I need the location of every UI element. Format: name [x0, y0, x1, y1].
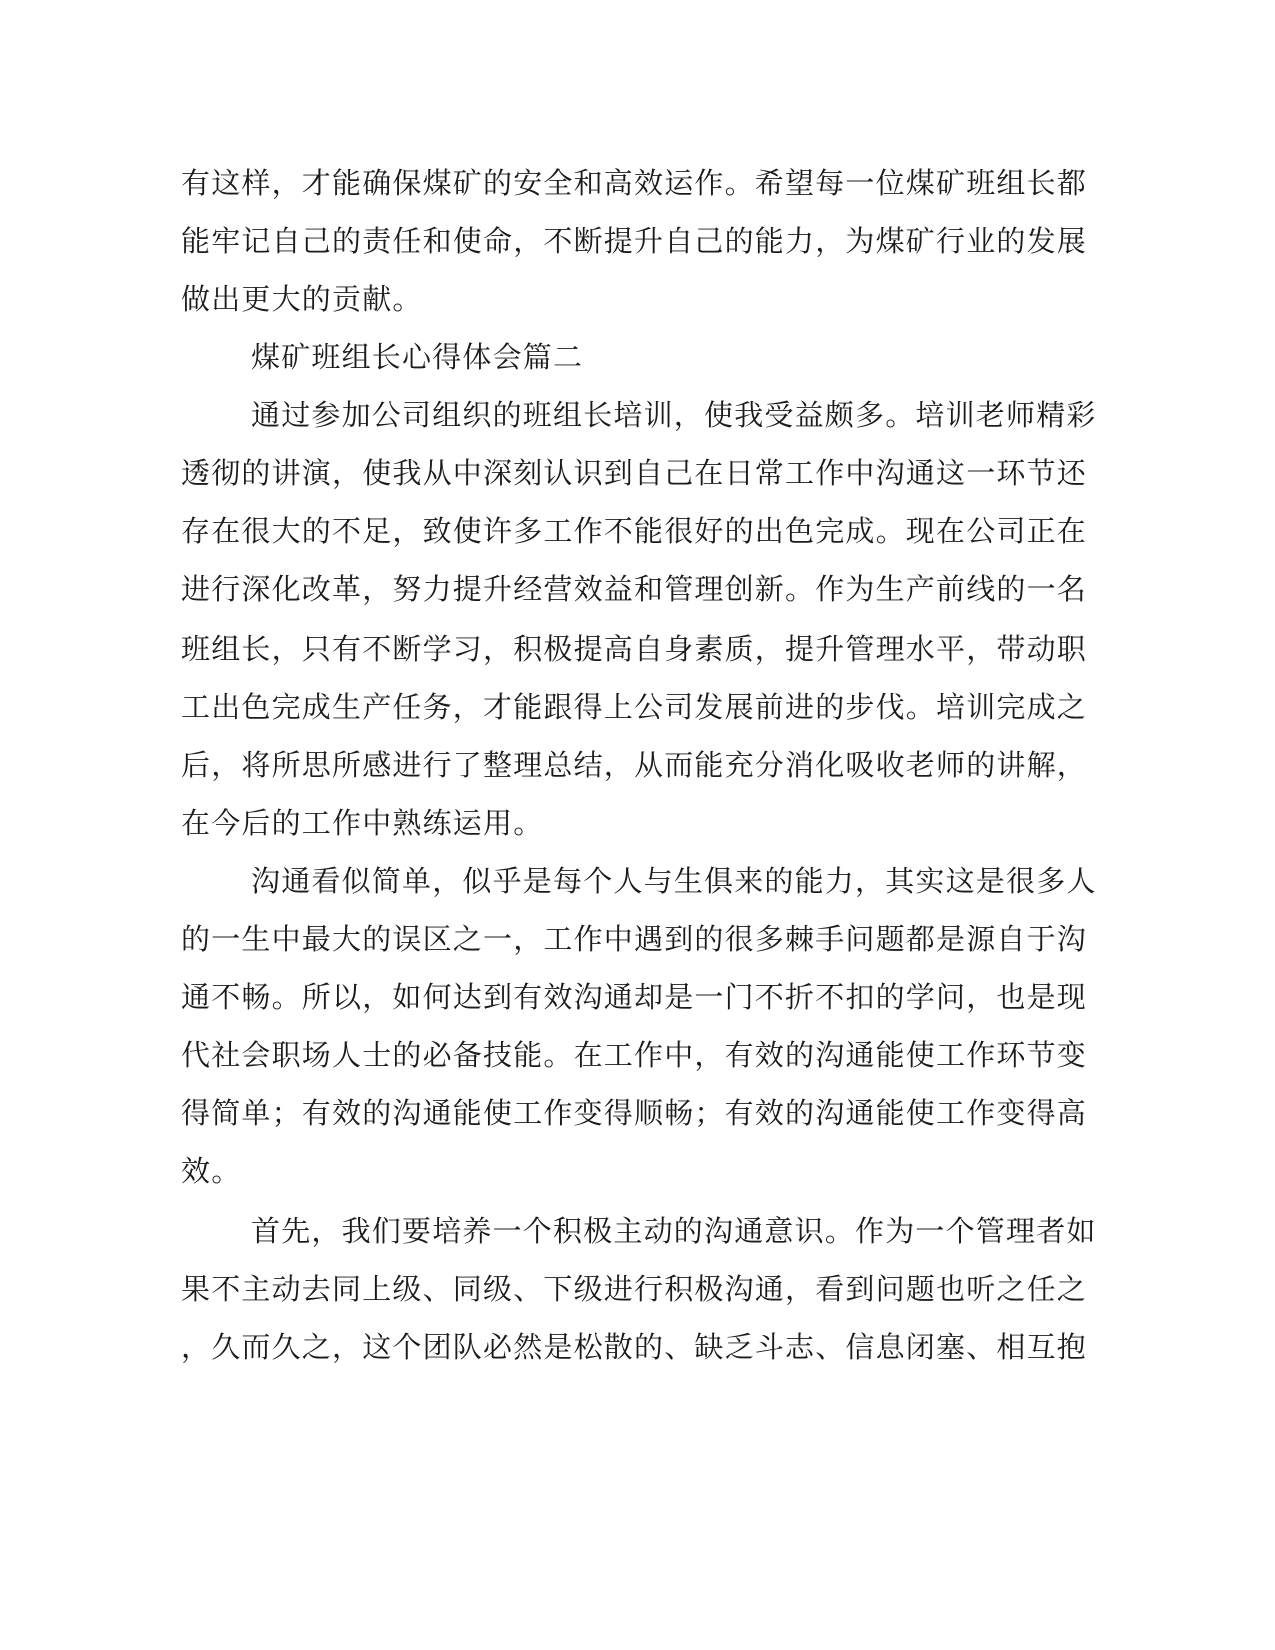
text-line-20: 果不主动去同上级、同级、下级进行积极沟通，看到问题也听之任之	[181, 1272, 1088, 1306]
text-line-3: 做出更大的贡献。	[181, 282, 423, 316]
text-line-9: 班组长，只有不断学习，积极提高自身素质，提升管理水平，带动职	[181, 632, 1088, 666]
text-line-6: 透彻的讲演，使我从中深刻认识到自己在日常工作中沟通这一环节还	[181, 456, 1088, 490]
text-line-10: 工出色完成生产任务，才能跟得上公司发展前进的步伐。培训完成之	[181, 690, 1088, 724]
text-line-13: 沟通看似简单，似乎是每个人与生俱来的能力，其实这是很多人	[251, 864, 1097, 898]
text-line-21: ，久而久之，这个团队必然是松散的、缺乏斗志、信息闭塞、相互抱	[181, 1330, 1088, 1364]
text-line-1: 有这样，才能确保煤矿的安全和高效运作。希望每一位煤矿班组长都	[181, 166, 1088, 200]
text-line-7: 存在很大的不足，致使许多工作不能很好的出色完成。现在公司正在	[181, 514, 1088, 548]
text-line-12: 在今后的工作中熟练运用。	[181, 806, 544, 840]
section-heading: 煤矿班组长心得体会篇二	[251, 340, 584, 374]
text-line-8: 进行深化改革，努力提升经营效益和管理创新。作为生产前线的一名	[181, 572, 1088, 606]
text-line-18: 效。	[181, 1154, 242, 1188]
text-line-5: 通过参加公司组织的班组长培训，使我受益颇多。培训老师精彩	[251, 398, 1097, 432]
text-line-16: 代社会职场人士的必备技能。在工作中，有效的沟通能使工作环节变	[181, 1038, 1088, 1072]
text-line-19: 首先，我们要培养一个积极主动的沟通意识。作为一个管理者如	[251, 1214, 1097, 1248]
text-line-17: 得简单；有效的沟通能使工作变得顺畅；有效的沟通能使工作变得高	[181, 1096, 1088, 1130]
text-line-15: 通不畅。所以，如何达到有效沟通却是一门不折不扣的学问，也是现	[181, 980, 1088, 1014]
text-line-14: 的一生中最大的误区之一，工作中遇到的很多棘手问题都是源自于沟	[181, 922, 1088, 956]
text-line-2: 能牢记自己的责任和使命，不断提升自己的能力，为煤矿行业的发展	[181, 224, 1088, 258]
text-line-11: 后，将所思所感进行了整理总结，从而能充分消化吸收老师的讲解，	[181, 748, 1088, 782]
